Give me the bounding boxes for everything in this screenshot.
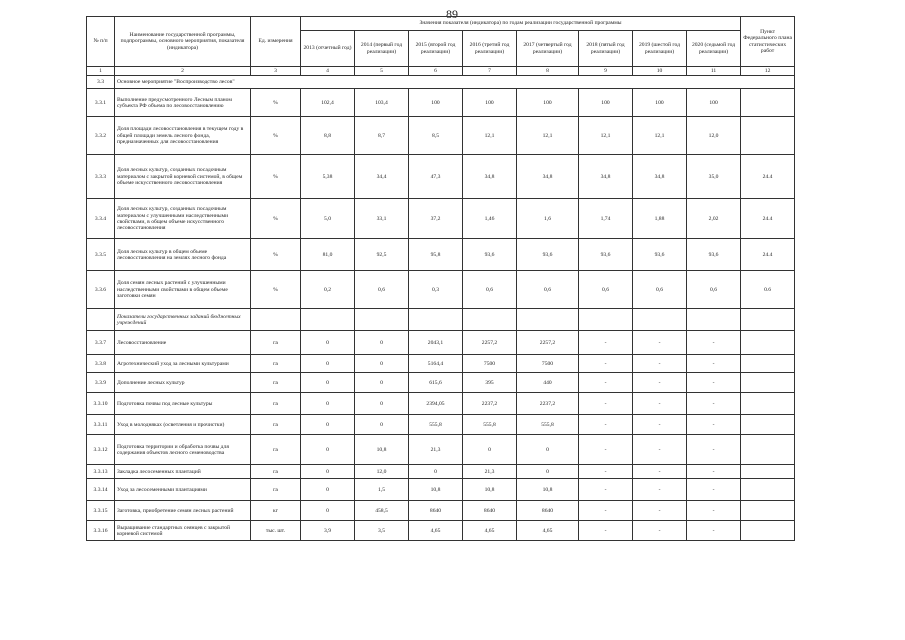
row-value: 12,1 — [463, 117, 517, 155]
row-unit: га — [251, 355, 301, 373]
table-row — [87, 89, 795, 117]
row-unit: тыс. шт. — [251, 521, 301, 541]
table-row — [87, 501, 795, 521]
row-value: 8,7 — [355, 117, 409, 155]
row-value: 0,6 — [517, 271, 579, 309]
table-row — [87, 415, 795, 435]
row-value: 3,9 — [301, 521, 355, 541]
row-value: 100 — [579, 89, 633, 117]
row-name: Лесовосстановление — [115, 331, 251, 355]
row-plan — [741, 117, 795, 155]
row-name: Выращивание стандартных сеянцев с закрытой корневой системой — [115, 521, 251, 541]
row-value: - — [579, 435, 633, 465]
row-value: - — [687, 331, 741, 355]
column-number: 3 — [251, 67, 301, 76]
row-name: Выполнение предусмотренного Лесным планом субъекта РФ объема по лесовосстановлению — [115, 89, 251, 117]
row-value: 0 — [301, 501, 355, 521]
row-value: 615,6 — [409, 373, 463, 393]
column-number: 12 — [741, 67, 795, 76]
row-num: 3.3.1 — [87, 89, 115, 117]
row-plan — [741, 309, 795, 331]
row-value: - — [579, 373, 633, 393]
column-number: 5 — [355, 67, 409, 76]
table-row — [87, 479, 795, 501]
row-num: 3.3.8 — [87, 355, 115, 373]
row-value: 33,1 — [355, 199, 409, 239]
row-value: 0,6 — [579, 271, 633, 309]
row-value: - — [687, 355, 741, 373]
row-value: - — [687, 435, 741, 465]
row-value: 47,3 — [409, 155, 463, 199]
row-value: 0 — [301, 331, 355, 355]
row-unit: га — [251, 331, 301, 355]
row-value: - — [687, 501, 741, 521]
row-value: 102,4 — [301, 89, 355, 117]
row-value: - — [687, 479, 741, 501]
row-value: 0 — [301, 393, 355, 415]
row-plan — [741, 465, 795, 479]
row-value: 1,5 — [355, 479, 409, 501]
header-year: 2014 (первый год реализации) — [355, 31, 409, 67]
row-value: - — [579, 479, 633, 501]
row-value: 100 — [517, 89, 579, 117]
row-value: 10,8 — [409, 479, 463, 501]
row-value: 395 — [463, 373, 517, 393]
row-plan — [741, 89, 795, 117]
column-number: 9 — [579, 67, 633, 76]
row-unit: % — [251, 239, 301, 271]
row-value: 0 — [355, 355, 409, 373]
row-value — [355, 309, 409, 331]
column-number: 1 — [87, 67, 115, 76]
row-value: 0 — [301, 435, 355, 465]
row-value: 0,3 — [409, 271, 463, 309]
row-value: 0 — [463, 435, 517, 465]
row-num: 3.3.7 — [87, 331, 115, 355]
row-value: 2257,2 — [517, 331, 579, 355]
row-plan — [741, 373, 795, 393]
row-value: 93,6 — [633, 239, 687, 271]
row-num: 3.3.6 — [87, 271, 115, 309]
row-plan: 24.4 — [741, 155, 795, 199]
row-value: 1,46 — [463, 199, 517, 239]
column-number: 6 — [409, 67, 463, 76]
row-name: Доля лесных культур, созданных посадочным материалом с улучшенными наследственными свойствами, в общем объеме искусственного лесовосстановления — [115, 199, 251, 239]
row-value: 93,6 — [579, 239, 633, 271]
header-year: 2015 (второй год реализации) — [409, 31, 463, 67]
row-value: 93,6 — [463, 239, 517, 271]
row-unit: га — [251, 393, 301, 415]
row-value: 0 — [517, 435, 579, 465]
row-unit: % — [251, 89, 301, 117]
row-value: - — [633, 521, 687, 541]
row-value: 4,65 — [409, 521, 463, 541]
row-unit: % — [251, 271, 301, 309]
table-row — [87, 199, 795, 239]
row-value: 0 — [355, 331, 409, 355]
row-value — [687, 309, 741, 331]
row-value: 8640 — [517, 501, 579, 521]
row-value: 12,0 — [355, 465, 409, 479]
row-value: 10,8 — [355, 435, 409, 465]
row-value: - — [633, 415, 687, 435]
row-name: Подготовка почвы под лесные культуры — [115, 393, 251, 415]
table-row — [87, 117, 795, 155]
row-plan — [741, 479, 795, 501]
row-value: 555,8 — [463, 415, 517, 435]
row-value: 100 — [463, 89, 517, 117]
row-name: Доля лесных культур в общем объеме лесовосстановления на землях лесного фонда — [115, 239, 251, 271]
row-value: 100 — [409, 89, 463, 117]
row-plan — [741, 393, 795, 415]
row-value: 4,65 — [463, 521, 517, 541]
row-value: 34,8 — [517, 155, 579, 199]
row-name: Доля семян лесных растений с улучшенными наследственными свойствами в общем объеме заготовки семян — [115, 271, 251, 309]
row-value: - — [687, 373, 741, 393]
row-unit: га — [251, 479, 301, 501]
header-values-group: Значения показателя (индикатора) по годам реализации государственной программы — [301, 17, 741, 31]
row-value: 8,5 — [409, 117, 463, 155]
row-value: 37,2 — [409, 199, 463, 239]
row-value: 10,8 — [463, 479, 517, 501]
table-row — [87, 355, 795, 373]
row-value: 2257,2 — [463, 331, 517, 355]
row-value: 8,8 — [301, 117, 355, 155]
row-plan — [741, 501, 795, 521]
row-value: 0 — [355, 393, 409, 415]
table-row — [87, 155, 795, 199]
row-num: 3.3.13 — [87, 465, 115, 479]
row-value: 2237,2 — [463, 393, 517, 415]
row-plan: 0.6 — [741, 271, 795, 309]
row-value: 7500 — [463, 355, 517, 373]
row-unit: % — [251, 155, 301, 199]
row-name: Подготовка территории и обработка почвы для содержания объектов лесного семеноводства — [115, 435, 251, 465]
row-value: 0 — [301, 479, 355, 501]
row-value — [463, 309, 517, 331]
row-value: - — [633, 479, 687, 501]
row-name: Дополнение лесных культур — [115, 373, 251, 393]
row-plan — [741, 331, 795, 355]
row-value: - — [579, 355, 633, 373]
row-plan: 24.4 — [741, 199, 795, 239]
row-value: 555,8 — [517, 415, 579, 435]
section-title: Основное мероприятие "Воспроизводство лесов" — [115, 76, 795, 89]
row-value: 5,38 — [301, 155, 355, 199]
page-number: 89 — [446, 7, 458, 21]
row-value: 0 — [355, 373, 409, 393]
row-num: 3.3.12 — [87, 435, 115, 465]
row-num: 3.3.14 — [87, 479, 115, 501]
row-value: 12,0 — [687, 117, 741, 155]
row-value: - — [687, 521, 741, 541]
row-value: 8640 — [463, 501, 517, 521]
row-value — [301, 309, 355, 331]
row-value: 0 — [301, 373, 355, 393]
row-plan — [741, 435, 795, 465]
column-number: 10 — [633, 67, 687, 76]
row-value: 0,2 — [301, 271, 355, 309]
row-name: Доля лесных культур, созданных посадочным материалом с закрытой корневой системой, в общем объеме искусственного лесовосстановления — [115, 155, 251, 199]
row-value: 0,6 — [355, 271, 409, 309]
row-value: 2043,1 — [409, 331, 463, 355]
row-value: - — [633, 331, 687, 355]
row-value: 5164,4 — [409, 355, 463, 373]
row-num: 3.3.9 — [87, 373, 115, 393]
row-num: 3.3.3 — [87, 155, 115, 199]
table-row — [87, 239, 795, 271]
row-name: Показатели государственных заданий бюджетных учреждений — [115, 309, 251, 331]
row-value: - — [633, 465, 687, 479]
column-number: 11 — [687, 67, 741, 76]
row-unit — [251, 309, 301, 331]
column-number: 4 — [301, 67, 355, 76]
row-plan — [741, 355, 795, 373]
row-value — [517, 309, 579, 331]
row-value: - — [579, 521, 633, 541]
row-value: 4,65 — [517, 521, 579, 541]
header-num: № п/п — [87, 17, 115, 67]
row-num: 3.3.10 — [87, 393, 115, 415]
indicators-table — [86, 16, 795, 541]
row-name: Уход в молодняках (осветления и прочистки) — [115, 415, 251, 435]
row-value: 12,1 — [579, 117, 633, 155]
table-row — [87, 465, 795, 479]
row-num: 3.3.11 — [87, 415, 115, 435]
row-value: 81,0 — [301, 239, 355, 271]
row-value: 34,8 — [463, 155, 517, 199]
row-value: 12,1 — [633, 117, 687, 155]
row-value — [579, 309, 633, 331]
row-unit: % — [251, 199, 301, 239]
table-row — [87, 393, 795, 415]
column-number: 7 — [463, 67, 517, 76]
row-value: 5,0 — [301, 199, 355, 239]
row-value: 0 — [301, 415, 355, 435]
row-value: 0 — [517, 465, 579, 479]
row-value: 100 — [633, 89, 687, 117]
row-value: 34,4 — [355, 155, 409, 199]
row-value: 7500 — [517, 355, 579, 373]
row-value: 1,88 — [633, 199, 687, 239]
row-value: 0 — [409, 465, 463, 479]
row-value: - — [687, 415, 741, 435]
row-value: - — [579, 331, 633, 355]
row-value — [409, 309, 463, 331]
header-year: 2019 (шестой год реализации) — [633, 31, 687, 67]
row-value: 0,6 — [633, 271, 687, 309]
row-value: 34,8 — [633, 155, 687, 199]
row-num — [87, 309, 115, 331]
row-value: 2237,2 — [517, 393, 579, 415]
row-value: 458,5 — [355, 501, 409, 521]
row-value — [633, 309, 687, 331]
row-value: 0 — [355, 415, 409, 435]
row-value: - — [579, 465, 633, 479]
header-name: Наименование государственной программы, подпрограммы, основного мероприятия, показателя (индикатора) — [115, 17, 251, 67]
row-value: 34,8 — [579, 155, 633, 199]
row-name: Уход за лесосеменными плантациями — [115, 479, 251, 501]
table-row — [87, 331, 795, 355]
row-value: - — [579, 501, 633, 521]
header-year: 2013 (отчетный год) — [301, 31, 355, 67]
section-num: 3.3 — [87, 76, 115, 89]
row-value: 0,6 — [463, 271, 517, 309]
row-value: - — [633, 355, 687, 373]
row-unit: га — [251, 435, 301, 465]
table-row — [87, 373, 795, 393]
table-row — [87, 521, 795, 541]
header-year: 2020 (седьмой год реализации) — [687, 31, 741, 67]
row-unit: га — [251, 373, 301, 393]
row-unit: кг — [251, 501, 301, 521]
row-name: Заготовка, приобретение семян лесных растений — [115, 501, 251, 521]
row-num: 3.3.2 — [87, 117, 115, 155]
row-value: 1,74 — [579, 199, 633, 239]
row-name: Агротехнический уход за лесными культурами — [115, 355, 251, 373]
row-unit: га — [251, 415, 301, 435]
row-value: 8640 — [409, 501, 463, 521]
row-value: 10,8 — [517, 479, 579, 501]
row-value: 21,3 — [463, 465, 517, 479]
row-value: - — [687, 465, 741, 479]
header-year: 2016 (третий год реализации) — [463, 31, 517, 67]
header-year: 2018 (пятый год реализации) — [579, 31, 633, 67]
row-plan — [741, 521, 795, 541]
row-value: 0 — [301, 355, 355, 373]
row-value: 0,6 — [687, 271, 741, 309]
row-value: - — [633, 501, 687, 521]
row-value: 1,6 — [517, 199, 579, 239]
row-value: 103,4 — [355, 89, 409, 117]
row-value: 92,5 — [355, 239, 409, 271]
row-value: - — [579, 415, 633, 435]
row-value: 21,3 — [409, 435, 463, 465]
row-value: 555,8 — [409, 415, 463, 435]
row-value: - — [633, 393, 687, 415]
row-value: 93,6 — [687, 239, 741, 271]
row-num: 3.3.4 — [87, 199, 115, 239]
row-num: 3.3.16 — [87, 521, 115, 541]
row-value: - — [633, 373, 687, 393]
row-value: 12,1 — [517, 117, 579, 155]
row-value: - — [687, 393, 741, 415]
row-value: 2394,05 — [409, 393, 463, 415]
row-plan — [741, 415, 795, 435]
row-name: Закладка лесосеменных плантаций — [115, 465, 251, 479]
row-num: 3.3.5 — [87, 239, 115, 271]
header-fed-plan: Пункт Федерального плана статистических работ — [741, 17, 795, 67]
row-value: 440 — [517, 373, 579, 393]
row-plan: 24.4 — [741, 239, 795, 271]
column-number: 8 — [517, 67, 579, 76]
row-value: - — [579, 393, 633, 415]
row-value: 93,6 — [517, 239, 579, 271]
row-value: - — [633, 435, 687, 465]
row-value: 35,0 — [687, 155, 741, 199]
header-year: 2017 (четвертый год реализации) — [517, 31, 579, 67]
table-row — [87, 271, 795, 309]
row-unit: га — [251, 465, 301, 479]
row-unit: % — [251, 117, 301, 155]
header-unit: Ед. измерения — [251, 17, 301, 67]
row-value: 3,5 — [355, 521, 409, 541]
row-value: 0 — [301, 465, 355, 479]
table-row — [87, 309, 795, 331]
row-value: 2,02 — [687, 199, 741, 239]
table-row — [87, 435, 795, 465]
row-num: 3.3.15 — [87, 501, 115, 521]
row-value: 95,8 — [409, 239, 463, 271]
column-number: 2 — [115, 67, 251, 76]
row-value: 100 — [687, 89, 741, 117]
row-name: Доля площади лесовосстановления в текущем году в общей площади земель лесного фонда, предназначенных для лесовосстановления — [115, 117, 251, 155]
